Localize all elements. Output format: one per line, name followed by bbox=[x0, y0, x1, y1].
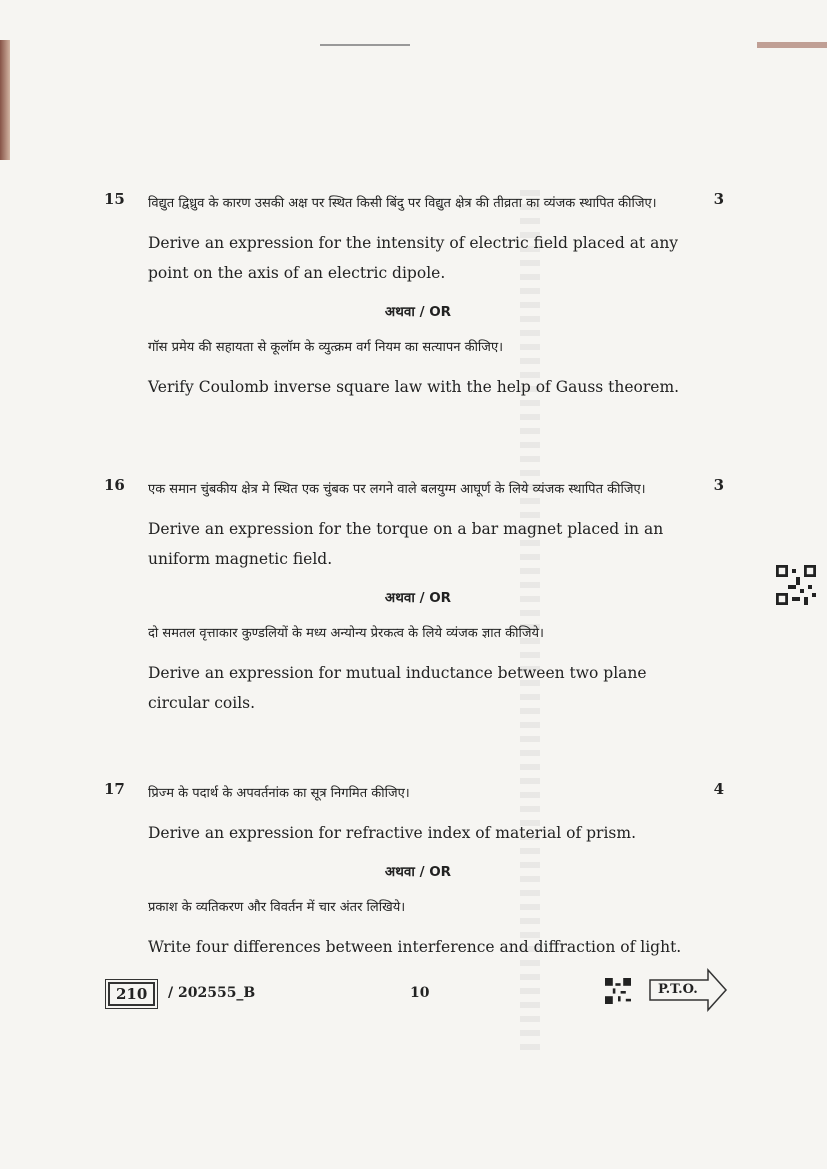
pto-label: P.T.O. bbox=[658, 982, 698, 997]
question-16 bbox=[104, 476, 724, 718]
footer-qr-icon bbox=[605, 978, 631, 1004]
question-number: 15 bbox=[104, 190, 125, 208]
question-17 bbox=[104, 780, 724, 962]
pto-arrow bbox=[648, 968, 728, 1012]
question-number: 16 bbox=[104, 476, 125, 494]
qr-code-icon bbox=[776, 565, 816, 605]
subject-code: 210 bbox=[108, 982, 155, 1006]
or-separator: अथवा / OR bbox=[384, 590, 452, 606]
paper-code: / 202555_B bbox=[168, 985, 256, 1001]
alt-question-english: Write four differences between interference and diffraction of light. bbox=[148, 938, 682, 956]
question-hindi: प्रिज्म के पदार्थ के अपवर्तनांक का सूत्र निगमित कीजिए। bbox=[148, 786, 410, 801]
question-english: Derive an expression for the intensity of electric field placed at any point on the axis of an electric dipole. bbox=[148, 234, 679, 282]
question-marks: 3 bbox=[713, 476, 724, 494]
question-marks: 3 bbox=[713, 190, 724, 208]
or-separator: अथवा / OR bbox=[384, 864, 452, 880]
question-english: Derive an expression for the torque on a bar magnet placed in an uniform magnetic field. bbox=[148, 520, 664, 568]
alt-question-hindi: दो समतल वृत्ताकार कुण्डलियों के मध्य अन्योन्य प्रेरकत्व के लिये व्यंजक ज्ञात कीजिये। bbox=[148, 626, 544, 641]
alt-question-english: Verify Coulomb inverse square law with the help of Gauss theorem. bbox=[148, 378, 680, 396]
question-marks: 4 bbox=[713, 780, 724, 798]
question-number: 17 bbox=[104, 780, 125, 798]
question-hindi: विद्युत द्विध्रुव के कारण उसकी अक्ष पर स्थित किसी बिंदु पर विद्युत क्षेत्र की तीव्रता का व्यंजक स्थापित कीजिए। bbox=[148, 196, 657, 211]
question-english: Derive an expression for refractive index of material of prism. bbox=[148, 824, 636, 842]
question-hindi: एक समान चुंबकीय क्षेत्र मे स्थित एक चुंबक पर लगने वाले बलयुग्म आघूर्ण के लिये व्यंजक स्थापित कीजिए। bbox=[148, 482, 646, 497]
or-separator: अथवा / OR bbox=[384, 304, 452, 320]
page-edge-shadow bbox=[0, 40, 10, 160]
alt-question-hindi: प्रकाश के व्यतिकरण और विवर्तन में चार अंतर लिखिये। bbox=[148, 900, 406, 915]
alt-question-hindi: गॉस प्रमेय की सहायता से कूलॉम के व्युत्क्रम वर्ग नियम का सत्यापन कीजिए। bbox=[148, 340, 504, 355]
page-edge-shadow-right bbox=[757, 42, 827, 48]
page-footer bbox=[108, 982, 728, 1012]
page-number: 10 bbox=[410, 985, 430, 1001]
alt-question-english: Derive an expression for mutual inductance between two plane circular coils. bbox=[148, 664, 647, 712]
top-rule bbox=[320, 44, 410, 46]
question-15 bbox=[104, 190, 724, 402]
